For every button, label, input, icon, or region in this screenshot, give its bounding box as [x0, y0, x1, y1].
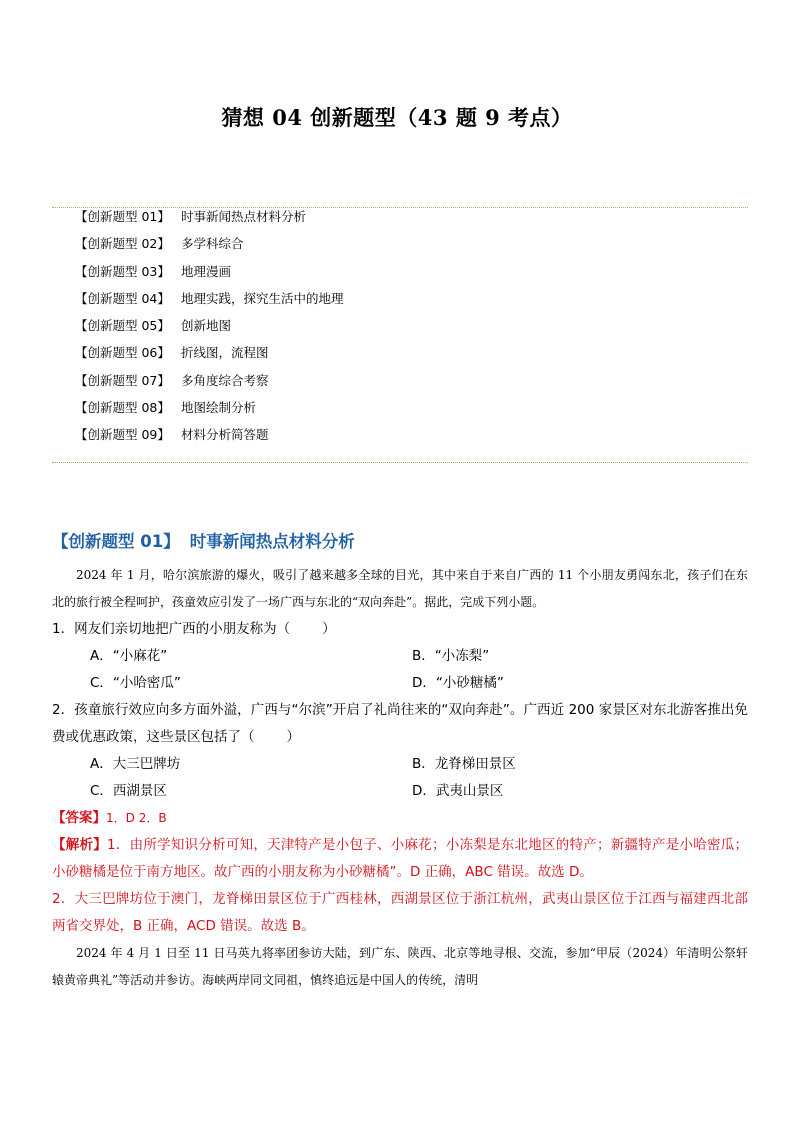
- option-a[interactable]: A．大三巴牌坊: [90, 756, 181, 772]
- toc-tag: 【创新题型 08】: [75, 400, 170, 416]
- toc-tag: 【创新题型 03】: [75, 263, 170, 279]
- page-title: 猜想 04 创新题型（43 题 9 考点）: [221, 105, 573, 130]
- toc-item-01[interactable]: [75, 203, 725, 230]
- toc-item-02[interactable]: [75, 230, 725, 257]
- answer-line: [52, 805, 748, 832]
- option-c[interactable]: C．“小哈密瓜”: [90, 675, 181, 691]
- passage-2: 2024 年 4 月 1 日至 11 日马英九将率团参访大陆，到广东、陕西、北京等地寻根、交流，参加“甲辰（2024）年清明公祭轩辕黄帝典礼”等活动并参访。海峡两岸同文同祖，慎终追远是中国人的传统，清明: [52, 946, 748, 987]
- toc-tag: 【创新题型 07】: [75, 372, 170, 388]
- question-2-options-row-2: [52, 778, 748, 805]
- toc-tag: 【创新题型 04】: [75, 290, 170, 306]
- section-body: [52, 562, 748, 994]
- option-d[interactable]: D．武夷山景区: [412, 783, 504, 799]
- toc-item-06[interactable]: [75, 339, 725, 366]
- toc-text: 多学科综合: [181, 236, 244, 252]
- toc-text: 地理实践，探究生活中的地理: [181, 290, 344, 306]
- toc-text: 时事新闻热点材料分析: [181, 209, 307, 224]
- section-heading: [52, 528, 355, 552]
- toc-item-04[interactable]: [75, 285, 725, 312]
- option-c[interactable]: C．西湖景区: [90, 783, 167, 799]
- question-1-stem: 1．网友们亲切地把广西的小朋友称为（: [52, 621, 291, 637]
- option-d[interactable]: D．“小砂糖橘”: [412, 675, 504, 691]
- option-a[interactable]: A．“小麻花”: [90, 648, 168, 664]
- toc-text: 折线图，流程图: [181, 345, 269, 361]
- divider-bottom: [52, 462, 748, 463]
- toc-text: 创新地图: [181, 318, 232, 334]
- question-2-options-row-1: [52, 751, 748, 778]
- toc-item-08[interactable]: [75, 394, 725, 421]
- explanation-2: 2．大三巴牌坊位于澳门，龙脊梯田景区位于广西桂林，西湖景区位于浙江杭州，武夷山景区位于江西与福建西北部两省交界处，B 正确，ACD 错误。故选 B。: [52, 891, 748, 934]
- question-1-options-row-1: [52, 643, 748, 670]
- section-title-text: 时事新闻热点材料分析: [189, 532, 355, 551]
- toc-text: 多角度综合考察: [181, 372, 269, 388]
- answer-label: 【答案】: [52, 810, 106, 826]
- section-tag: 【创新题型 01】: [52, 532, 180, 551]
- toc-item-05[interactable]: [75, 312, 725, 339]
- question-2: [52, 697, 748, 751]
- question-2-close: ）: [286, 729, 300, 745]
- explanation-1: [52, 832, 748, 886]
- toc-tag: 【创新题型 09】: [75, 427, 170, 443]
- explanation-1-text: 1．由所学知识分析可知，天津特产是小包子、小麻花；小冻梨是东北地区的特产；新疆特产是小哈密瓜；小砂糖橘是位于南方地区。故广西的小朋友称为小砂糖橘”。D 正确，ABC 错误。故选 D。: [52, 837, 749, 880]
- explanation-label: 【解析】: [52, 837, 107, 853]
- toc-text: 地图绘制分析: [181, 400, 257, 416]
- question-1-close: ）: [322, 621, 336, 637]
- toc-tag: 【创新题型 06】: [75, 345, 170, 361]
- toc-item-07[interactable]: [75, 367, 725, 394]
- option-b[interactable]: B．“小冻梨”: [412, 648, 490, 664]
- passage-1: 2024 年 1 月，哈尔滨旅游的爆火，吸引了越来越多全球的目光，其中来自于来自广西的 11 个小朋友勇闯东北，孩子们在东北的旅行被全程呵护，孩童效应引发了一场广西与东北的“双向奔赴”。据此，完成下列小题。: [52, 568, 748, 609]
- toc-text: 材料分析简答题: [181, 427, 269, 443]
- toc-text: 地理漫画: [181, 263, 232, 279]
- toc-tag: 【创新题型 05】: [75, 318, 170, 334]
- answer-value: 1．D 2．B: [106, 811, 167, 825]
- question-1-options-row-2: [52, 670, 748, 697]
- question-1: [52, 616, 748, 643]
- toc-item-03[interactable]: [75, 258, 725, 285]
- option-b[interactable]: B．龙脊梯田景区: [412, 756, 516, 772]
- toc-tag: 【创新题型 02】: [75, 236, 170, 252]
- toc-tag: 【创新题型 01】: [75, 209, 170, 224]
- toc-item-09[interactable]: [75, 421, 725, 448]
- table-of-contents: [75, 203, 725, 449]
- question-2-stem: 2．孩童旅行效应向多方面外溢，广西与“尔滨”开启了礼尚往来的“双向奔赴”。广西近 200 家景区对东北游客推出免费或优惠政策，这些景区包括了（: [52, 702, 748, 745]
